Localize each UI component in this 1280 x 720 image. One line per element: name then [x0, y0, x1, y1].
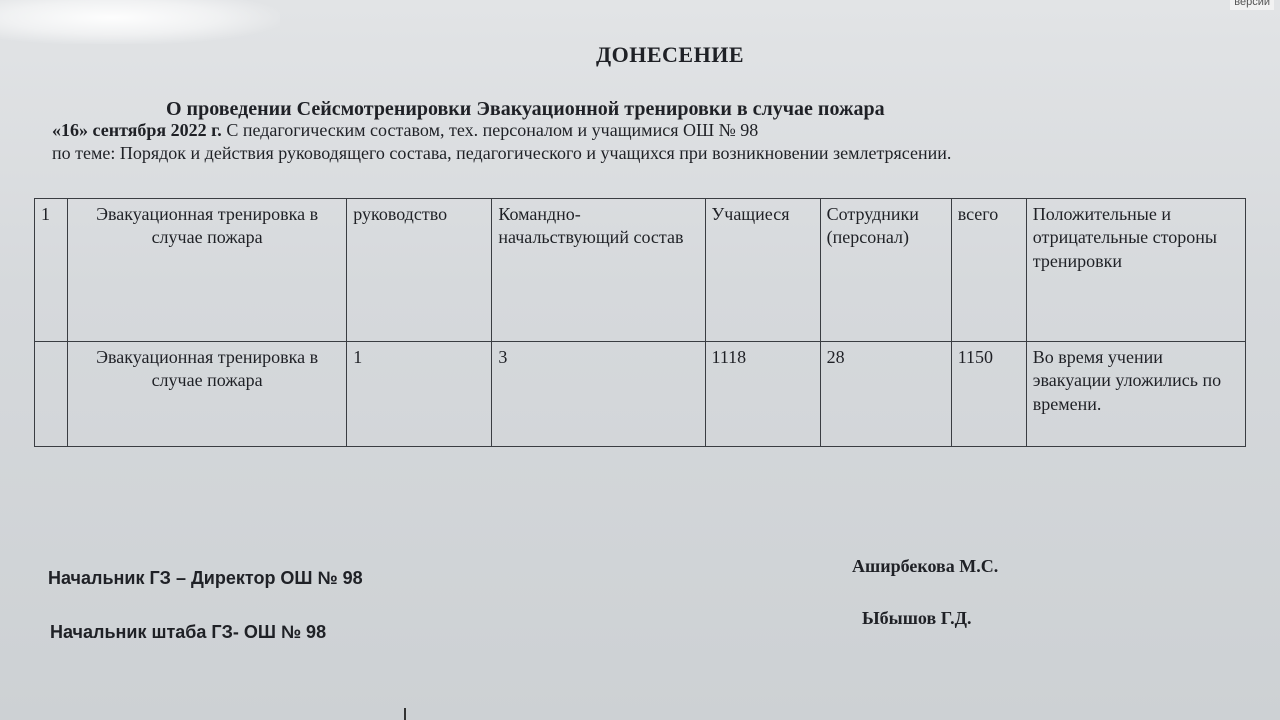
header-name: Эвакуационная тренировка в случае пожара	[68, 199, 347, 342]
topic-line: по теме: Порядок и действия руководящего состава, педагогического и учащихся при возникновении землетрясении.	[52, 143, 952, 163]
header-num: 1	[35, 199, 68, 342]
cell-notes: Во время учении эвакуации уложились по времени.	[1026, 342, 1245, 447]
date-line	[52, 120, 758, 141]
screen-glare	[0, 0, 280, 44]
header-students: Учащиеся	[705, 199, 820, 342]
text-cursor-icon	[404, 708, 406, 720]
report-table	[34, 198, 1246, 447]
cell-students: 1118	[705, 342, 820, 447]
cell-total: 1150	[951, 342, 1026, 447]
header-total: всего	[951, 199, 1026, 342]
chief-name: Ыбышов Г.Д.	[862, 608, 972, 628]
header-leadership: руководство	[347, 199, 492, 342]
header-command: Командно-начальствующий состав	[492, 199, 705, 342]
cell-num	[35, 342, 68, 447]
cell-staff: 28	[820, 342, 951, 447]
cell-command: 3	[492, 342, 705, 447]
header-staff: Сотрудники (персонал)	[820, 199, 951, 342]
document-title: ДОНЕСЕНИЕ	[596, 42, 744, 67]
report-date: «16» сентября 2022 г.	[52, 120, 222, 140]
table-header-row	[35, 199, 1246, 342]
cell-name: Эвакуационная тренировка в случае пожара	[68, 342, 347, 447]
chief-title: Начальник штаба ГЗ- ОШ № 98	[50, 622, 327, 642]
document-subtitle: О проведении Сейсмотренировки Эвакуационной тренировки в случае пожара	[166, 98, 885, 120]
table-row	[35, 342, 1246, 447]
cell-leadership: 1	[347, 342, 492, 447]
director-title: Начальник ГЗ – Директор ОШ № 98	[48, 568, 363, 588]
header-notes: Положительные и отрицательные стороны тренировки	[1026, 199, 1245, 342]
director-name: Аширбекова М.С.	[852, 556, 999, 576]
participants-text: С педагогическим составом, тех. персоналом и учащимися ОШ № 98	[221, 120, 759, 140]
corner-label: версии	[1230, 0, 1274, 10]
